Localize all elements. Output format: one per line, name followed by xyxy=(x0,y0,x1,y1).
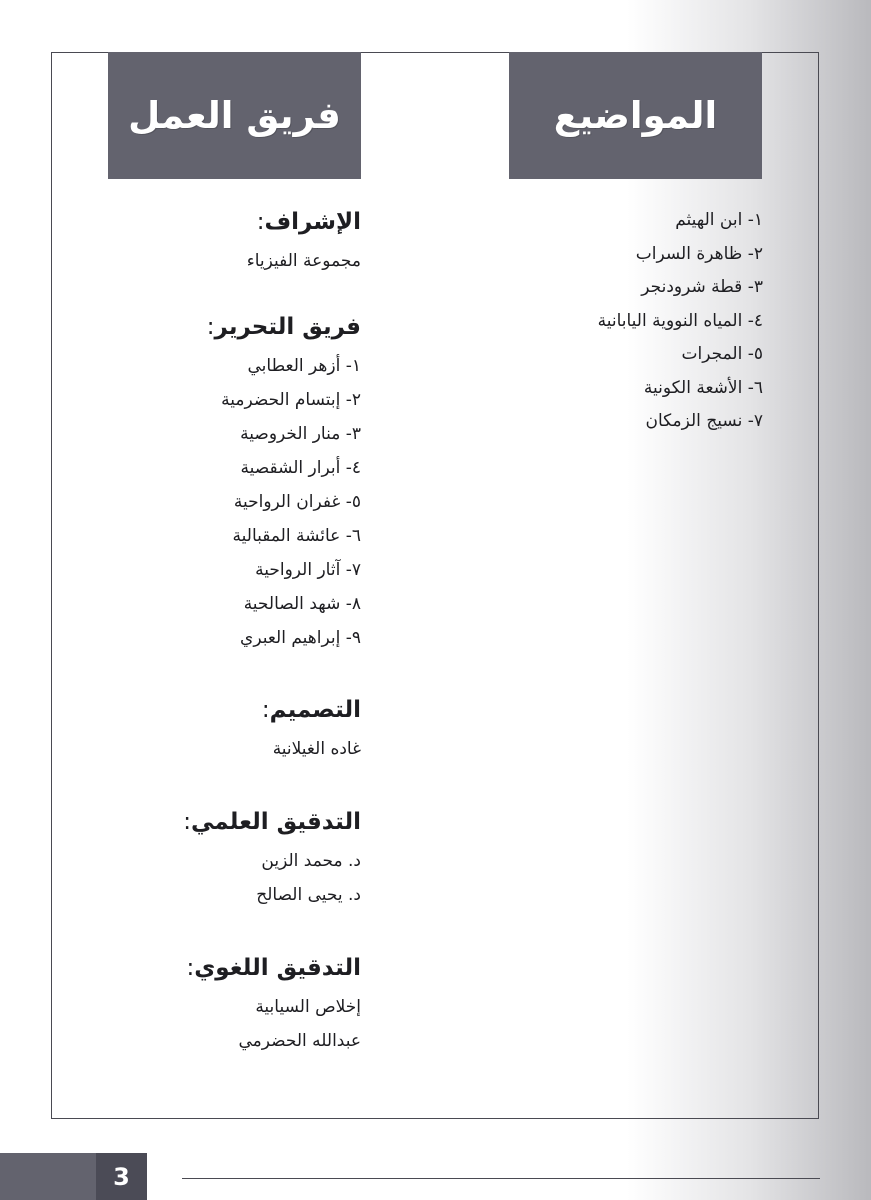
topic-item: ٧- نسيج الزمكان xyxy=(645,411,763,431)
editor-member: ٤- أبرار الشقصية xyxy=(240,458,361,478)
topics-list xyxy=(433,204,763,439)
footer-tab xyxy=(0,1153,96,1200)
scientific-reviewer: د. يحيى الصالح xyxy=(256,885,361,905)
design-member: غاده الغيلانية xyxy=(272,739,361,759)
scientific-reviewer: د. محمد الزين xyxy=(261,851,361,871)
editor-member: ١- أزهر العطابي xyxy=(247,356,361,376)
editor-member: ٣- منار الخروصية xyxy=(240,424,361,444)
editor-member: ٢- إبتسام الحضرمية xyxy=(221,390,361,410)
linguistic-reviewer: إخلاص السيابية xyxy=(255,997,361,1017)
team-header xyxy=(108,52,361,179)
topics-title: المواضيع xyxy=(553,94,718,137)
supervision-section xyxy=(41,200,361,278)
topic-item: ٣- قطة شرودنجر xyxy=(641,277,763,297)
editing-heading: فريق التحرير: xyxy=(206,314,361,340)
editor-member: ٥- غفران الرواحية xyxy=(233,492,361,512)
editor-member: ٩- إبراهيم العبري xyxy=(240,628,361,648)
linguistic-reviewer: عبدالله الحضرمي xyxy=(238,1031,361,1051)
footer-divider xyxy=(182,1178,820,1179)
linguistic-review-heading: التدقيق اللغوي: xyxy=(186,955,361,981)
supervision-heading: الإشراف: xyxy=(256,209,361,235)
linguistic-review-section xyxy=(41,946,361,1058)
topics-header xyxy=(509,52,762,179)
editor-member: ٦- عائشة المقبالية xyxy=(232,526,361,546)
scientific-review-section xyxy=(41,800,361,912)
topic-item: ٦- الأشعة الكونية xyxy=(643,377,763,398)
editor-member: ٨- شهد الصالحية xyxy=(243,594,361,614)
team-list xyxy=(41,200,361,1058)
design-section xyxy=(41,688,361,766)
editor-member: ٧- آثار الرواحية xyxy=(255,560,361,580)
scientific-review-heading: التدقيق العلمي: xyxy=(183,809,361,835)
topic-item: ١- ابن الهيثم xyxy=(675,210,763,230)
supervision-member: مجموعة الفيزياء xyxy=(246,251,361,271)
topic-item: ٢- ظاهرة السراب xyxy=(635,243,763,264)
page-number: 3 xyxy=(96,1153,147,1200)
topic-item: ٥- المجرات xyxy=(681,344,763,364)
team-title: فريق العمل xyxy=(128,94,341,137)
topic-item: ٤- المياه النووية اليابانية xyxy=(597,310,763,331)
design-heading: التصميم: xyxy=(261,697,361,723)
editing-section xyxy=(41,305,361,655)
